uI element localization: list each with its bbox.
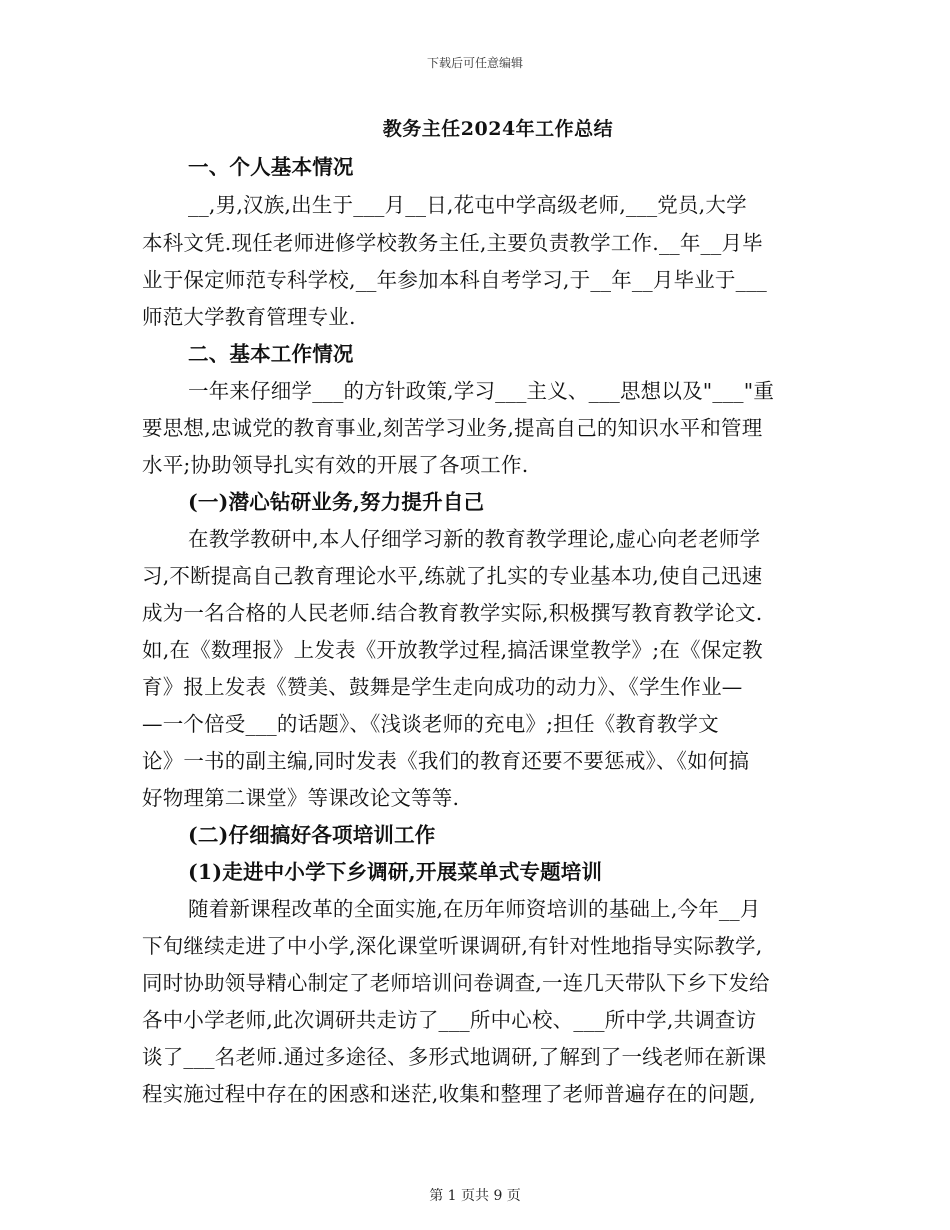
paragraph-line: 随着新课程改革的全面实施,在历年师资培训的基础上,今年__月 xyxy=(188,897,761,921)
paragraph-line: 程实施过程中存在的困惑和迷茫,收集和整理了老师普遍存在的问题, xyxy=(142,1082,756,1106)
document-title: 教务主任2024年工作总结 xyxy=(382,118,614,140)
paragraph-line: 论》一书的副主编,同时发表《我们的教育还要不要惩戒》、《如何搞 xyxy=(142,749,750,773)
page-footer-page-number: 第 1 页共 9 页 xyxy=(429,1188,521,1204)
page-header-note: 下载后可任意编辑 xyxy=(426,56,523,70)
subsection-heading-training: (二)仔细搞好各项培训工作 xyxy=(188,823,436,847)
paragraph-line: __,男,汉族,出生于___月__日,花屯中学高级老师,___党员,大学 xyxy=(188,193,747,217)
subsection-heading-rural-research: (1)走进中小学下乡调研,开展菜单式专题培训 xyxy=(188,860,603,884)
paragraph-line: —一个倍受___的话题》、《浅谈老师的充电》;担任《教育教学文 xyxy=(142,712,719,736)
paragraph-line: 本科文凭.现任老师进修学校教务主任,主要负责教学工作.__年__月毕 xyxy=(142,231,763,255)
paragraph-line: 如,在《数理报》上发表《开放教学过程,搞活课堂教学》;在《保定教 xyxy=(142,638,763,662)
paragraph-line: 水平;协助领导扎实有效的开展了各项工作. xyxy=(142,453,529,477)
paragraph-line: 在教学教研中,本人仔细学习新的教育教学理论,虚心向老老师学 xyxy=(188,527,761,551)
paragraph-line: 一年来仔细学___的方针政策,学习___主义、___思想以及"___"重 xyxy=(188,379,775,403)
paragraph-line: 要思想,忠诚党的教育事业,刻苦学习业务,提高自己的知识水平和管理 xyxy=(142,416,763,440)
subsection-heading-self-improvement: (一)潜心钻研业务,努力提升自己 xyxy=(188,490,485,514)
paragraph-line: 成为一名合格的人民老师.结合教育教学实际,积极撰写教育教学论文. xyxy=(142,601,763,625)
paragraph-line: 师范大学教育管理专业. xyxy=(142,305,356,329)
paragraph-line: 育》报上发表《赞美、鼓舞是学生走向成功的动力》、《学生作业— xyxy=(142,675,743,699)
paragraph-line: 谈了___名老师.通过多途径、多形式地调研,了解到了一线老师在新课 xyxy=(142,1045,767,1069)
paragraph-line: 各中小学老师,此次调研共走访了___所中心校、___所中学,共调查访 xyxy=(142,1008,757,1032)
paragraph-line: 习,不断提高自己教育理论水平,练就了扎实的专业基本功,使自己迅速 xyxy=(142,564,763,588)
paragraph-line: 业于保定师范专科学校,__年参加本科自考学习,于__年__月毕业于___ xyxy=(142,268,767,292)
section-heading-work-overview: 二、基本工作情况 xyxy=(188,342,354,366)
paragraph-line: 好物理第二课堂》等课改论文等等. xyxy=(142,786,460,810)
paragraph-line: 下旬继续走进了中小学,深化课堂听课调研,有针对性地指导实际教学, xyxy=(142,934,763,958)
paragraph-line: 同时协助领导精心制定了老师培训问卷调查,一连几天带队下乡下发给 xyxy=(142,971,770,995)
section-heading-personal-info: 一、个人基本情况 xyxy=(188,155,354,179)
